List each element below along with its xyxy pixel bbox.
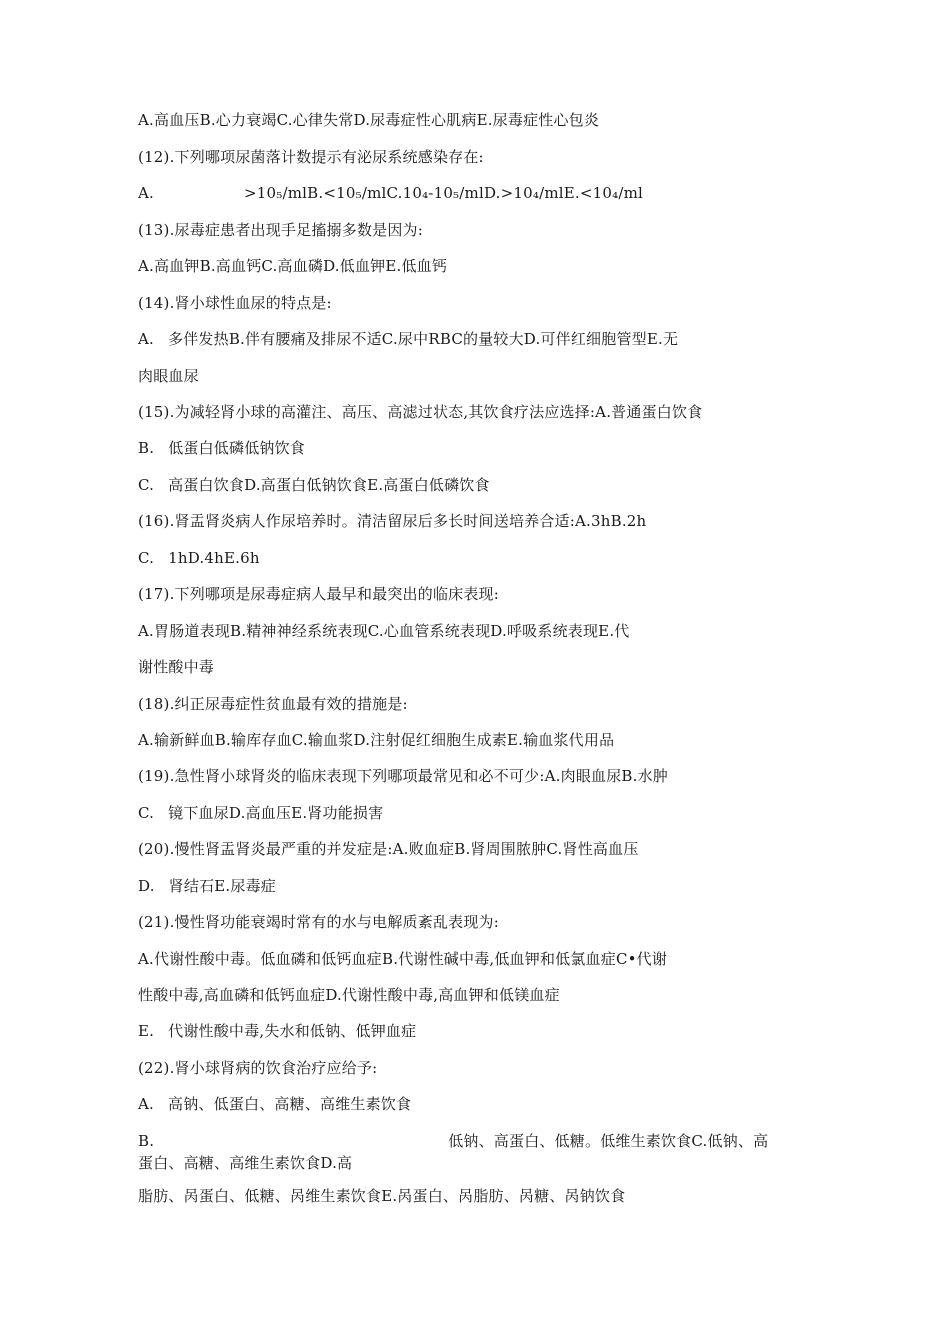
options-line [138,475,490,495]
option-text: 高蛋白饮食D.高蛋白低钠饮食E.高蛋白低磷饮食 [168,476,490,494]
options-line: A.高血钾B.高血钙C.高血磷D.低血钾E.低血钙 [138,257,448,275]
options-line [138,438,305,458]
options-line [138,1094,411,1114]
text-line: 蛋白、高糖、高维生素饮食D.高 [138,1154,353,1172]
option-label: C. [138,476,155,494]
options-line [138,329,678,349]
question-21: (21).慢性肾功能衰竭时常有的水与电解质紊乱表现为: [138,913,500,931]
question-13: (13).尿毒症患者出现手足搐搦多数是因为: [138,221,424,239]
question-20: (20).慢性肾盂肾炎最严重的并发症是:A.败血症B.肾周围脓肿C.肾性高血压 [138,840,639,858]
option-label: A. [138,1095,155,1113]
option-label: C. [138,804,155,822]
text-line: A.高血压B.心力衰竭C.心律失常D.尿毒症性心肌病E.尿毒症性心包炎 [138,111,600,129]
question-15: (15).为减轻肾小球的高灌注、高压、高滤过状态,其饮食疗法应选择:A.普通蛋白饮食 [138,403,703,421]
options-line: A.输新鲜血B.输库存血C.输血浆D.注射促红细胞生成素E.输血浆代用品 [138,731,615,749]
options-line [138,1131,768,1151]
question-18: (18).纠正尿毒症性贫血最有效的措施是: [138,695,408,713]
question-17: (17).下列哪项是尿毒症病人最早和最突出的临床表现: [138,585,500,603]
option-text: 多伴发热B.伴有腰痛及排尿不适C.尿中RBC的量较大D.可伴红细胞管型E.无 [168,330,679,348]
option-label: B. [138,1132,155,1150]
option-text: 肾结石E.尿毒症 [168,877,276,895]
question-12: (12).下列哪项尿菌落计数提示有泌尿系统感染存在: [138,148,484,166]
text-line: 性酸中毒,高血磷和低钙血症D.代谢性酸中毒,高血钾和低镁血症 [138,986,560,1004]
option-label: B. [138,439,155,457]
question-14: (14).肾小球性血尿的特点是: [138,294,332,312]
option-label: C. [138,549,155,567]
options-line [138,183,643,203]
option-label: D. [138,877,155,895]
options-line [138,876,276,896]
options-line [138,803,383,823]
text-line: 肉眼血尿 [138,367,199,385]
text-line: 谢性酸中毒 [138,658,215,676]
option-text: 低钠、高蛋白、低糖。低维生素饮食C.低钠、高 [448,1132,769,1150]
options-line: A.胃肠道表现B.精神神经系统表现C.心血管系统表现D.呼吸系统表现E.代 [138,622,630,640]
question-19: (19).急性肾小球肾炎的临床表现下列哪项最常见和必不可少:A.肉眼血尿B.水肿 [138,767,669,785]
option-label: A. [138,330,155,348]
options-line [138,1021,416,1041]
question-22: (22).肾小球肾病的饮食治疗应给予: [138,1059,378,1077]
text-line: 脂肪、呙蛋白、低糖、呙维生素饮食E.呙蛋白、呙脂肪、呙糖、呙钠饮食 [138,1187,626,1205]
option-text: 1hD.4hE.6h [168,549,260,567]
option-text: >10₅/mlB.<10₅/mlC.10₄-10₅/mlD.>10₄/mlE.<10₄/ml [244,184,644,202]
options-line [138,548,260,568]
option-label: E. [138,1022,155,1040]
option-text: 高钠、低蛋白、高糖、高维生素饮食 [168,1095,412,1113]
option-text: 代谢性酸中毒,失水和低钠、低钾血症 [168,1022,417,1040]
option-label: A. [138,184,155,202]
option-text: 低蛋白低磷低钠饮食 [168,439,306,457]
option-text: 镜下血尿D.高血压E.肾功能损害 [168,804,384,822]
question-16: (16).肾盂肾炎病人作尿培养时。清洁留尿后多长时间送培养合适:A.3hB.2h [138,512,647,530]
options-line: A.代谢性酸中毒。低血磷和低钙血症B.代谢性碱中毒,低血钾和低氯血症C•代谢 [138,950,668,968]
